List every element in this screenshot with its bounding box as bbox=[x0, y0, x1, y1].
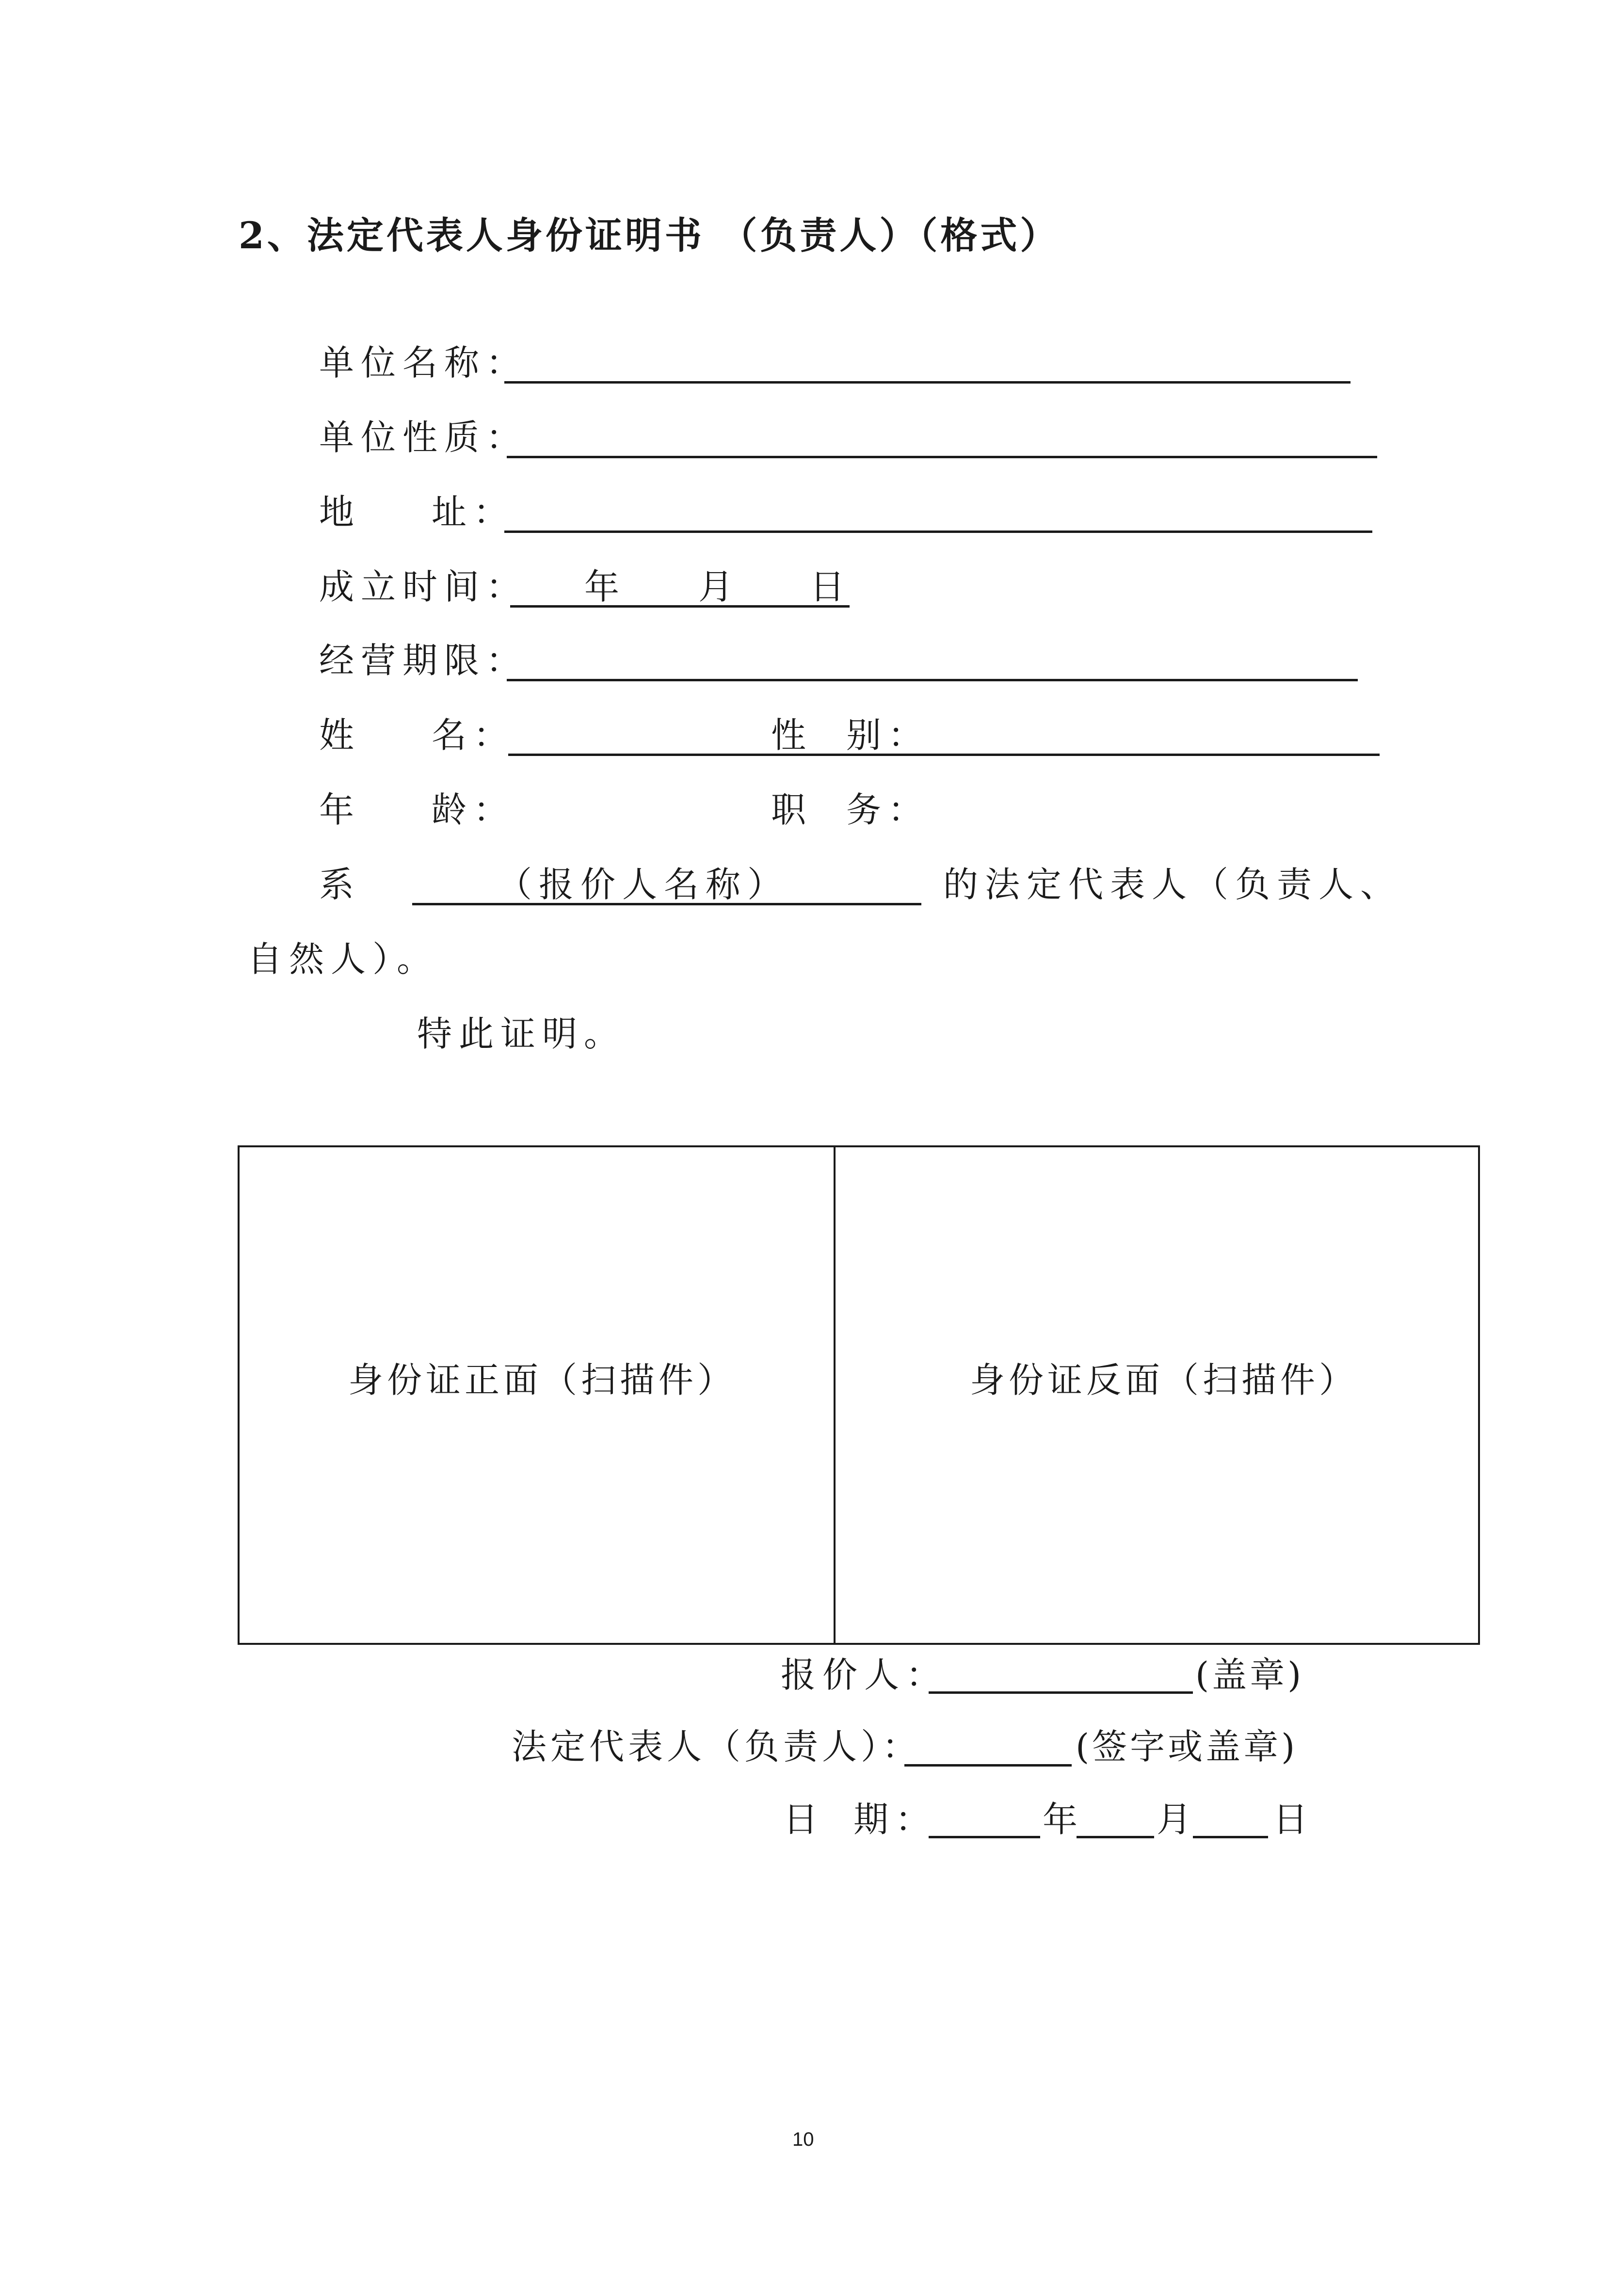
age-label-part2: 龄： bbox=[432, 789, 515, 830]
term-label: 经营期限： bbox=[319, 640, 528, 681]
certify-text: 特此证明。 bbox=[417, 1013, 626, 1054]
position-label-part2: 务： bbox=[846, 789, 930, 830]
legal-rep-signature-label: 法定代表人（负责人）： bbox=[512, 1726, 921, 1767]
bidder-name-placeholder: （报价人名称） bbox=[497, 864, 789, 905]
date-day-line[interactable] bbox=[1193, 1836, 1268, 1838]
bidder-signature-line[interactable] bbox=[929, 1691, 1193, 1694]
established-year: 年 bbox=[584, 566, 627, 607]
declaration-continued: 自然人）。 bbox=[247, 939, 439, 980]
unit-nature-line[interactable] bbox=[507, 456, 1377, 458]
legal-rep-signature-line[interactable] bbox=[904, 1764, 1072, 1767]
id-card-back-label: 身份证反面（扫描件） bbox=[970, 1360, 1358, 1400]
age-label-part1: 年 bbox=[319, 789, 361, 830]
document-title: 2、法定代表人身份证明书 （负责人）（格式） bbox=[239, 214, 1060, 257]
date-day-label: 日 bbox=[1273, 1799, 1315, 1840]
unit-name-line[interactable] bbox=[504, 381, 1351, 384]
name-label-part2: 名： bbox=[432, 715, 515, 755]
position-label-part1: 职 bbox=[771, 789, 813, 830]
established-line[interactable] bbox=[510, 605, 850, 608]
address-label-part1: 地 bbox=[319, 492, 361, 532]
established-label: 成立时间： bbox=[319, 566, 528, 607]
established-day: 日 bbox=[810, 566, 852, 607]
declaration-text: 的法定代表人（负责人、 bbox=[943, 864, 1402, 905]
declaration-xi: 系 bbox=[319, 864, 361, 905]
unit-nature-label: 单位性质： bbox=[319, 417, 528, 458]
page-number: 10 bbox=[792, 2129, 814, 2150]
date-label-part2: 期： bbox=[853, 1799, 937, 1840]
id-card-divider bbox=[834, 1147, 836, 1643]
date-year-label: 年 bbox=[1043, 1799, 1085, 1840]
sign-or-seal-note: (签字或盖章) bbox=[1076, 1726, 1298, 1767]
established-month: 月 bbox=[698, 566, 740, 607]
term-line[interactable] bbox=[507, 679, 1358, 681]
id-card-front-label: 身份证正面（扫描件） bbox=[348, 1360, 737, 1400]
date-month-line[interactable] bbox=[1077, 1836, 1154, 1838]
date-label-part1: 日 bbox=[783, 1799, 825, 1840]
address-line[interactable] bbox=[504, 530, 1372, 533]
unit-name-label: 单位名称： bbox=[319, 342, 528, 383]
bidder-signature-label: 报价人： bbox=[781, 1655, 948, 1695]
date-month-label: 月 bbox=[1157, 1799, 1199, 1840]
seal-note: (盖章) bbox=[1195, 1655, 1304, 1695]
date-year-line[interactable] bbox=[929, 1836, 1040, 1838]
gender-label-part2: 别： bbox=[846, 715, 930, 755]
name-label-part1: 姓 bbox=[319, 715, 361, 755]
gender-label-part1: 性 bbox=[771, 715, 813, 755]
address-label-part2: 址： bbox=[432, 492, 515, 532]
name-gender-line[interactable] bbox=[508, 754, 1380, 756]
